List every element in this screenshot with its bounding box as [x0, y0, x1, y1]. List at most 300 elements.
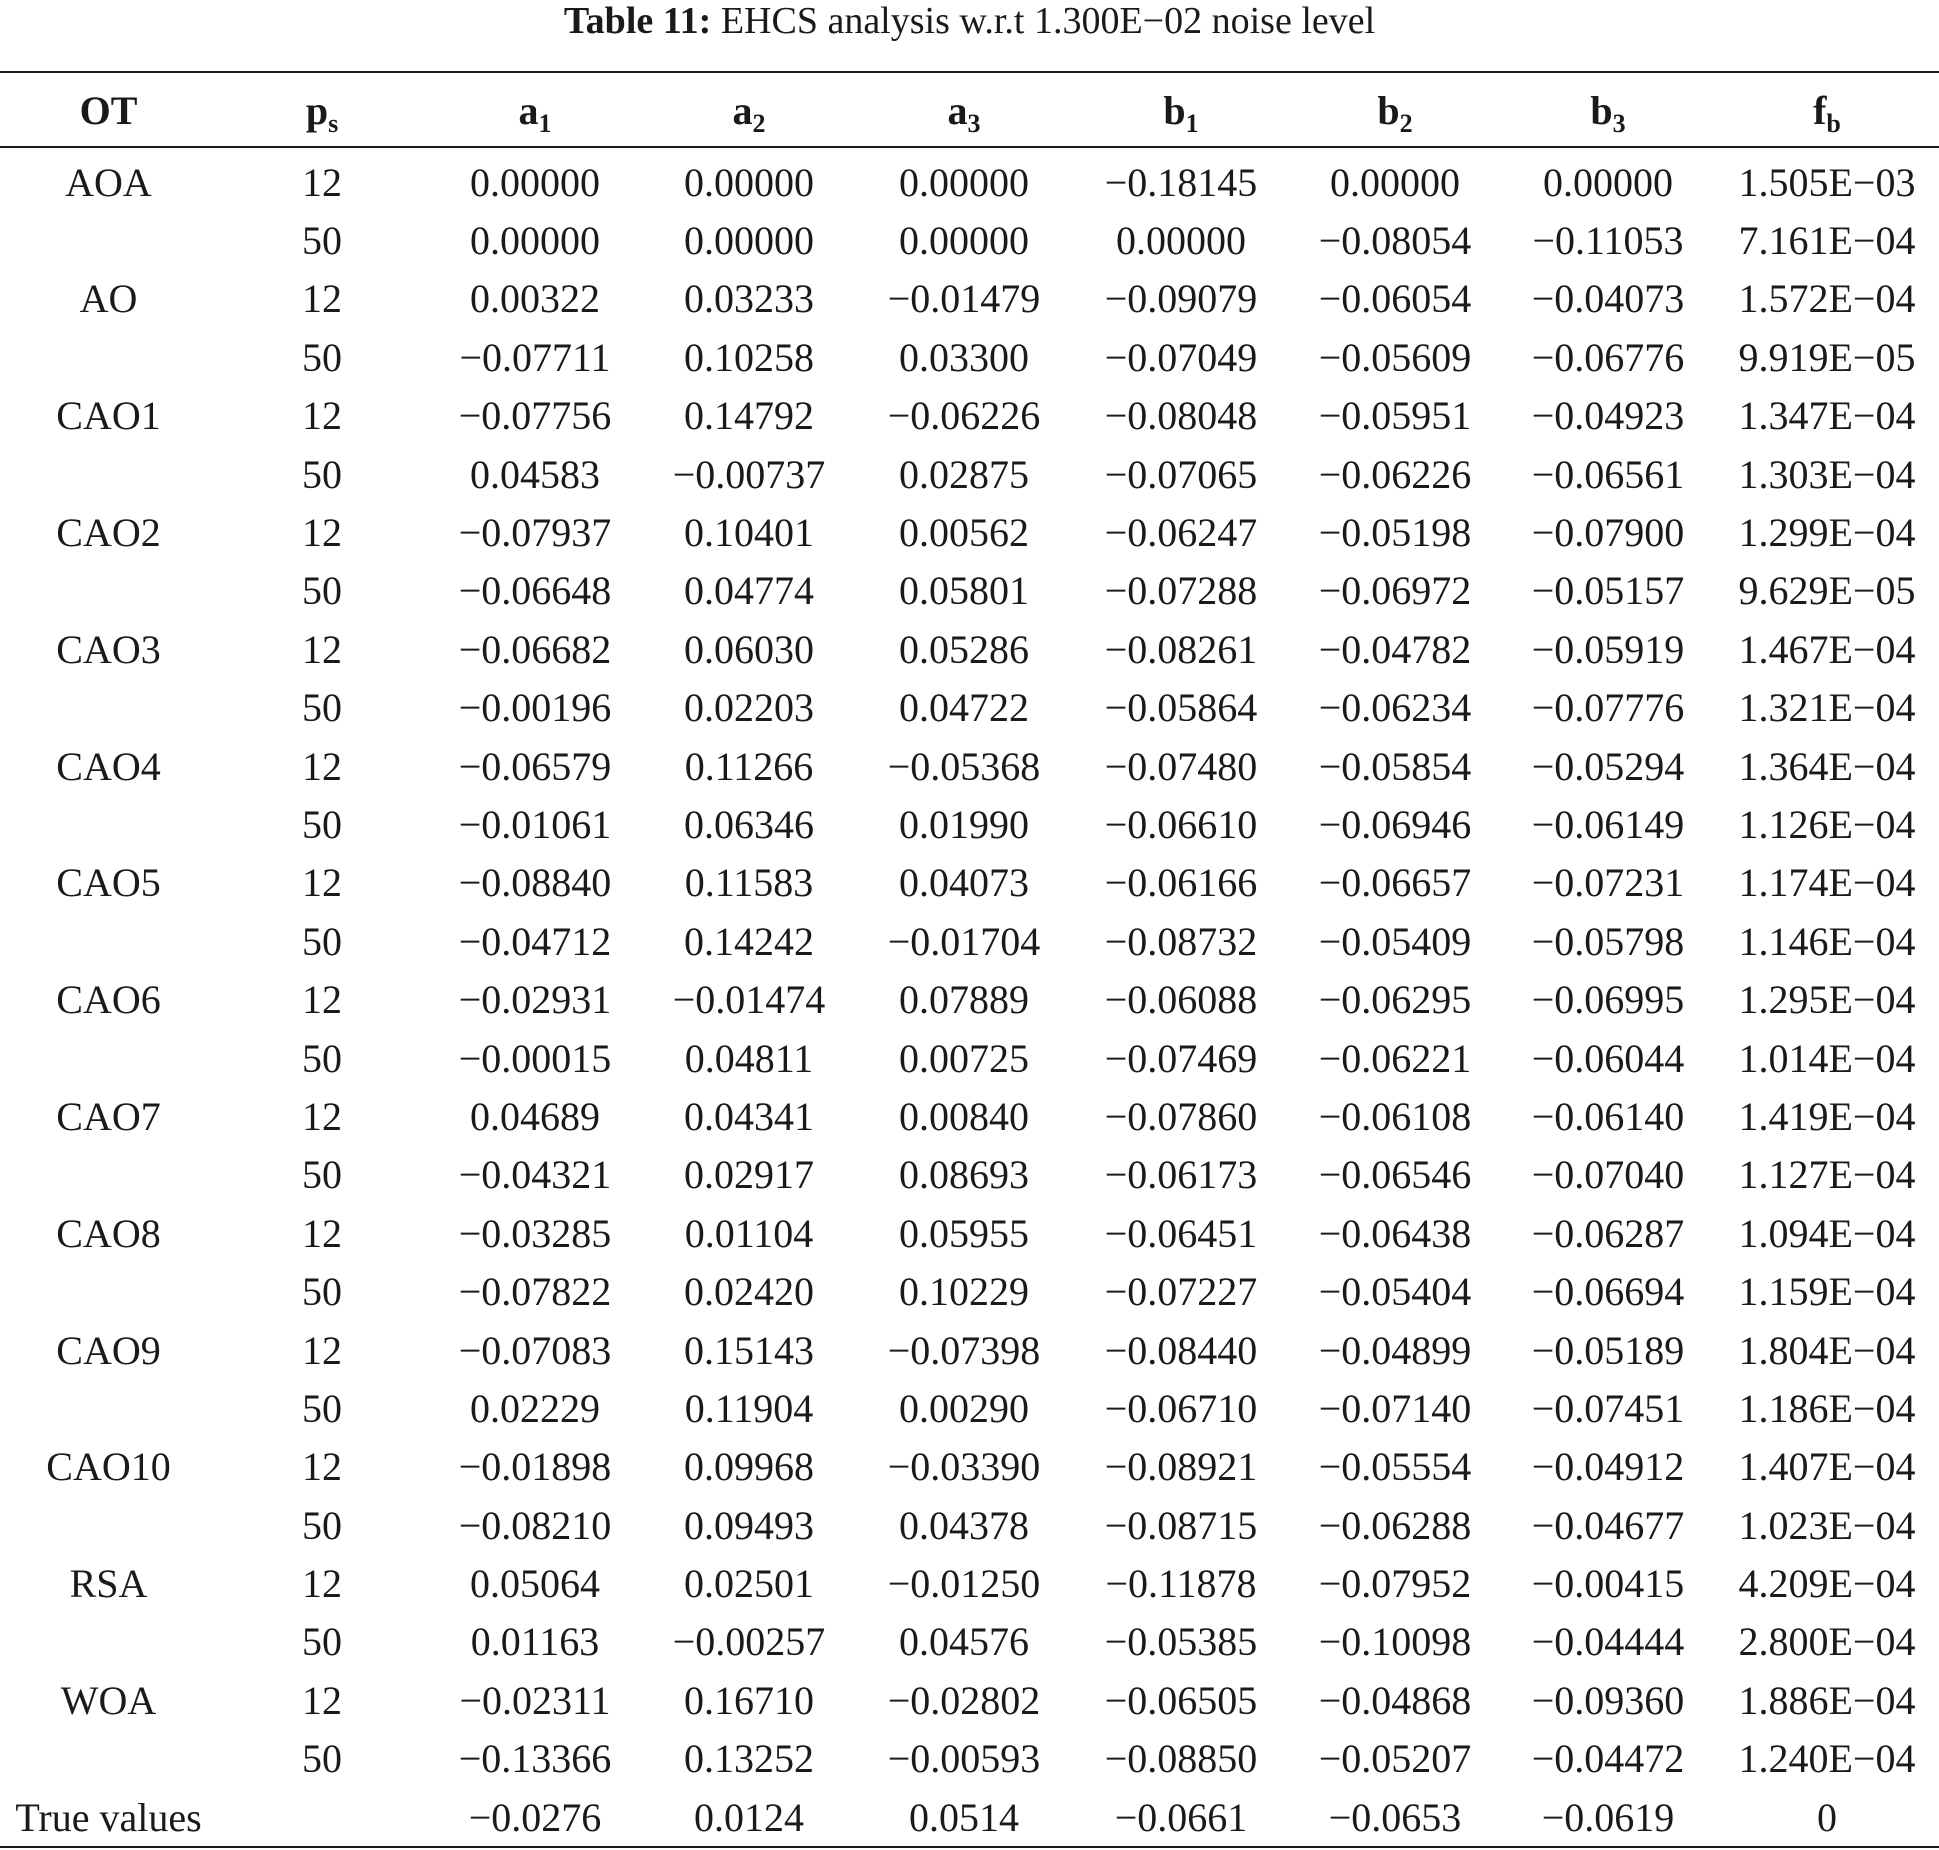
- table-cell: 1.364E−04: [1738, 743, 1916, 789]
- column-header: [855, 73, 1073, 148]
- table-cell: CAO8: [56, 1210, 161, 1256]
- table-row: [0, 1554, 1939, 1612]
- table-cell: −0.04899: [1318, 1327, 1472, 1373]
- table-cell: 50: [302, 218, 342, 264]
- table-cell: 1.505E−03: [1738, 159, 1916, 205]
- column-header: [1073, 73, 1289, 148]
- table-row: [0, 1613, 1939, 1671]
- true-value-cell: True values: [15, 1794, 202, 1840]
- table-cell: WOA: [60, 1677, 157, 1723]
- table-cell: 0.13252: [684, 1736, 814, 1782]
- table-cell: −0.04923: [1531, 393, 1685, 439]
- table-cell: −0.18145: [1104, 159, 1258, 205]
- table-row: [0, 1496, 1939, 1554]
- column-header-subscript: b: [1826, 109, 1841, 138]
- true-value-cell: −0.0619: [1541, 1794, 1675, 1840]
- table-cell: 0.10401: [684, 510, 814, 556]
- table-cell: 1.467E−04: [1738, 626, 1916, 672]
- table-cell: 9.629E−05: [1738, 568, 1916, 614]
- table-cell: −0.06226: [887, 393, 1041, 439]
- table-cell: −0.01474: [672, 977, 826, 1023]
- table-cell: 0.09493: [684, 1502, 814, 1548]
- table-cell: 0.08693: [899, 1152, 1029, 1198]
- column-header-label: b: [1590, 88, 1613, 133]
- table-cell: −0.06226: [1318, 451, 1472, 497]
- table-cell: −0.06710: [1104, 1385, 1258, 1431]
- table-cell: 1.886E−04: [1738, 1677, 1916, 1723]
- table-cell: −0.01704: [887, 918, 1041, 964]
- table-cell: −0.07822: [458, 1269, 612, 1315]
- table-cell: CAO10: [46, 1444, 171, 1490]
- table-cell: 0.06346: [684, 801, 814, 847]
- table-cell: −0.07040: [1531, 1152, 1685, 1198]
- true-value-cell: −0.0661: [1114, 1794, 1248, 1840]
- table-cell: −0.07049: [1104, 334, 1258, 380]
- table-cell: [0, 445, 217, 503]
- table-cell: −0.05919: [1531, 626, 1685, 672]
- table-cell: 1.347E−04: [1738, 393, 1916, 439]
- table-cell: 0.11583: [684, 860, 814, 906]
- table-cell: 0.00000: [684, 218, 814, 264]
- table-cell: 0.09968: [684, 1444, 814, 1490]
- column-header: [217, 73, 427, 148]
- column-header-label: a: [518, 88, 539, 133]
- table-cell: −0.00257: [672, 1619, 826, 1665]
- table-cell: 0.04689: [470, 1093, 600, 1139]
- table-row: [0, 1204, 1939, 1262]
- table-cell: 1.146E−04: [1738, 918, 1916, 964]
- table-cell: 0.00000: [1330, 159, 1460, 205]
- table-cell: 12: [302, 1210, 342, 1256]
- table-body: [0, 148, 1939, 1846]
- table-cell: −0.06546: [1318, 1152, 1472, 1198]
- table-cell: −0.05854: [1318, 743, 1472, 789]
- table-cell: −0.06166: [1104, 860, 1258, 906]
- table-cell: CAO5: [56, 860, 161, 906]
- table-cell: 1.419E−04: [1738, 1093, 1916, 1139]
- table-cell: −0.00737: [672, 451, 826, 497]
- table-cell: −0.00196: [458, 685, 612, 731]
- table-row: [0, 737, 1939, 795]
- table-cell: −0.07140: [1318, 1385, 1472, 1431]
- table-cell: 12: [302, 510, 342, 556]
- table-cell: −0.04444: [1531, 1619, 1685, 1665]
- table-cell: 1.321E−04: [1738, 685, 1916, 731]
- table-cell: 0.10229: [899, 1269, 1029, 1315]
- table-cell: 0.03233: [684, 276, 814, 322]
- column-header-subscript: 2: [752, 109, 766, 138]
- table-cell: −0.02311: [459, 1677, 611, 1723]
- true-value-cell: −0.0653: [1328, 1794, 1462, 1840]
- table-cell: 1.572E−04: [1738, 276, 1916, 322]
- table-cell: −0.02931: [458, 977, 612, 1023]
- table-cell: CAO2: [56, 510, 161, 556]
- table-cell: 0.05286: [899, 626, 1029, 672]
- table-cell: 0.00290: [899, 1385, 1029, 1431]
- table-cell: −0.05368: [887, 743, 1041, 789]
- column-header-label: a: [947, 88, 968, 133]
- table-cell: 0.04378: [899, 1502, 1029, 1548]
- table-cell: [0, 795, 217, 853]
- table-cell: 1.804E−04: [1738, 1327, 1916, 1373]
- table-cell: −0.01479: [887, 276, 1041, 322]
- table-cell: 12: [302, 860, 342, 906]
- table-cell: −0.07937: [458, 510, 612, 556]
- table-cell: 50: [302, 801, 342, 847]
- table-cell: 1.014E−04: [1738, 1035, 1916, 1081]
- table-cell: −0.04472: [1531, 1736, 1685, 1782]
- table-cell: 0.10258: [684, 334, 814, 380]
- table-cell: CAO3: [56, 626, 161, 672]
- table-cell: [0, 1496, 217, 1554]
- table-cell: 0.04811: [684, 1035, 814, 1081]
- table-cell: 1.126E−04: [1738, 801, 1916, 847]
- table-cell: −0.06561: [1531, 451, 1685, 497]
- table-cell: −0.05189: [1531, 1327, 1685, 1373]
- table-cell: 12: [302, 1093, 342, 1139]
- table-cell: 0.01163: [470, 1619, 600, 1665]
- table-cell: −0.05385: [1104, 1619, 1258, 1665]
- table-cell: −0.04782: [1318, 626, 1472, 672]
- table-cell: [0, 1730, 217, 1788]
- table-cell: [0, 1029, 217, 1087]
- table-cell: −0.06088: [1104, 977, 1258, 1023]
- column-header-label: OT: [79, 88, 138, 133]
- table-cell: 0.02229: [470, 1385, 600, 1431]
- column-header-subscript: 1: [538, 109, 552, 138]
- table-cell: AOA: [65, 159, 152, 205]
- table-cell: 0.00322: [470, 276, 600, 322]
- table-cell: −0.06288: [1318, 1502, 1472, 1548]
- table-row: [0, 1029, 1939, 1087]
- table-cell: −0.07398: [887, 1327, 1041, 1373]
- table-cell: 0.02917: [684, 1152, 814, 1198]
- table-row: [0, 795, 1939, 853]
- table-cell: 50: [302, 1736, 342, 1782]
- table-cell: CAO9: [56, 1327, 161, 1373]
- table-cell: CAO6: [56, 977, 161, 1023]
- table-cell: 0.11266: [684, 743, 814, 789]
- true-value-cell: 0.0124: [694, 1794, 804, 1840]
- table-cell: 0.00000: [470, 159, 600, 205]
- table-row: [0, 153, 1939, 211]
- table-cell: −0.04712: [458, 918, 612, 964]
- column-header-subscript: 2: [1399, 109, 1413, 138]
- column-header-label: p: [305, 88, 329, 133]
- table-cell: −0.06221: [1318, 1035, 1472, 1081]
- table-cell: −0.05609: [1318, 334, 1472, 380]
- header-row: [0, 73, 1939, 148]
- table-cell: 50: [302, 334, 342, 380]
- column-header: [643, 73, 855, 148]
- table-cell: 2.800E−04: [1738, 1619, 1916, 1665]
- table-cell: 12: [302, 276, 342, 322]
- table-cell: 0.14242: [684, 918, 814, 964]
- table-cell: 50: [302, 685, 342, 731]
- table-cell: [0, 679, 217, 737]
- column-header: [427, 73, 643, 148]
- table-cell: −0.08715: [1104, 1502, 1258, 1548]
- table-row: [0, 970, 1939, 1028]
- table-cell: −0.08840: [458, 860, 612, 906]
- table-cell: 0.01104: [684, 1210, 814, 1256]
- table-cell: 1.174E−04: [1738, 860, 1916, 906]
- table-cell: −0.06610: [1104, 801, 1258, 847]
- table-cell: 0.00000: [1543, 159, 1673, 205]
- table-cell: −0.04073: [1531, 276, 1685, 322]
- table-cell: 4.209E−04: [1738, 1561, 1916, 1607]
- table-cell: −0.05409: [1318, 918, 1472, 964]
- column-header-label: a: [732, 88, 753, 133]
- table-cell: [0, 912, 217, 970]
- table-cell: 50: [302, 1502, 342, 1548]
- column-header: [0, 73, 217, 148]
- table-row: [0, 328, 1939, 386]
- table-cell: −0.06149: [1531, 801, 1685, 847]
- table-cell: 0.11904: [684, 1385, 814, 1431]
- table-cell: −0.08054: [1318, 218, 1472, 264]
- table-cell: 1.295E−04: [1738, 977, 1916, 1023]
- table-cell: [0, 211, 217, 269]
- table-cell: −0.06234: [1318, 685, 1472, 731]
- table-cell: −0.03390: [887, 1444, 1041, 1490]
- table-cell: −0.05554: [1318, 1444, 1472, 1490]
- table-row: [0, 1671, 1939, 1729]
- table-cell: [0, 1613, 217, 1671]
- table-cell: 0.05801: [899, 568, 1029, 614]
- table-cell: −0.05157: [1531, 568, 1685, 614]
- table-cell: −0.09360: [1531, 1677, 1685, 1723]
- table-cell: −0.04912: [1531, 1444, 1685, 1490]
- caption-text: EHCS analysis w.r.t 1.300E−02 noise level: [711, 0, 1376, 42]
- table-cell: 12: [302, 1677, 342, 1723]
- table-cell: −0.05798: [1531, 918, 1685, 964]
- table-cell: RSA: [69, 1561, 148, 1607]
- table-cell: 0.00000: [1116, 218, 1246, 264]
- table-cell: −0.06946: [1318, 801, 1472, 847]
- true-value-cell: 0: [1817, 1794, 1837, 1840]
- table-cell: 0.04774: [684, 568, 814, 614]
- table-cell: −0.06044: [1531, 1035, 1685, 1081]
- table-cell: 0.16710: [684, 1677, 814, 1723]
- true-value-cell: 0.0514: [909, 1794, 1019, 1840]
- table-cell: −0.11053: [1532, 218, 1684, 264]
- table-cell: −0.05198: [1318, 510, 1472, 556]
- table-cell: 1.094E−04: [1738, 1210, 1916, 1256]
- table-cell: 0.04722: [899, 685, 1029, 731]
- table-cell: [0, 1146, 217, 1204]
- table-cell: −0.06579: [458, 743, 612, 789]
- table-cell: −0.05404: [1318, 1269, 1472, 1315]
- table-cell: AO: [79, 276, 138, 322]
- table-cell: 0.15143: [684, 1327, 814, 1373]
- table-cell: 0.01990: [899, 801, 1029, 847]
- table-cell: 12: [302, 1327, 342, 1373]
- table-cell: −0.07451: [1531, 1385, 1685, 1431]
- table-cell: −0.04677: [1531, 1502, 1685, 1548]
- table-row: [0, 562, 1939, 620]
- table-row: [0, 1379, 1939, 1437]
- table-cell: 0.04583: [470, 451, 600, 497]
- table-cell: −0.07900: [1531, 510, 1685, 556]
- table-cell: −0.06694: [1531, 1269, 1685, 1315]
- table-cell: −0.07288: [1104, 568, 1258, 614]
- table-cell: −0.05864: [1104, 685, 1258, 731]
- table-cell: −0.06451: [1104, 1210, 1258, 1256]
- table-cell: 1.303E−04: [1738, 451, 1916, 497]
- table-cell: 0.04073: [899, 860, 1029, 906]
- table-cell: −0.06438: [1318, 1210, 1472, 1256]
- table-cell: 50: [302, 1385, 342, 1431]
- true-value-cell: [217, 1788, 427, 1846]
- table-cell: −0.07952: [1318, 1561, 1472, 1607]
- table-cell: 1.240E−04: [1738, 1736, 1916, 1782]
- table-cell: −0.07711: [459, 334, 611, 380]
- table-cell: −0.07231: [1531, 860, 1685, 906]
- column-header: [1715, 73, 1939, 148]
- table-cell: 12: [302, 159, 342, 205]
- table-cell: 50: [302, 1035, 342, 1081]
- table-cell: 0.02203: [684, 685, 814, 731]
- table-cell: −0.06108: [1318, 1093, 1472, 1139]
- table-cell: −0.08440: [1104, 1327, 1258, 1373]
- table-row: [0, 679, 1939, 737]
- table-cell: −0.03285: [458, 1210, 612, 1256]
- table-row: [0, 1321, 1939, 1379]
- table-cell: −0.05951: [1318, 393, 1472, 439]
- table-cell: −0.07860: [1104, 1093, 1258, 1139]
- table-cell: −0.08732: [1104, 918, 1258, 964]
- table-row: [0, 445, 1939, 503]
- table-row: [0, 211, 1939, 269]
- table-row: [0, 1438, 1939, 1496]
- table-row: [0, 270, 1939, 328]
- table-cell: 0.02875: [899, 451, 1029, 497]
- table-cell: −0.04321: [458, 1152, 612, 1198]
- table-cell: −0.07480: [1104, 743, 1258, 789]
- table-cell: −0.06776: [1531, 334, 1685, 380]
- table-cell: −0.08048: [1104, 393, 1258, 439]
- table-cell: 0.05064: [470, 1561, 600, 1607]
- table-cell: −0.07776: [1531, 685, 1685, 731]
- table-cell: 12: [302, 1444, 342, 1490]
- table-cell: 50: [302, 918, 342, 964]
- table-cell: −0.07065: [1104, 451, 1258, 497]
- table-cell: 50: [302, 1619, 342, 1665]
- table-cell: −0.02802: [887, 1677, 1041, 1723]
- table-cell: 0.05955: [899, 1210, 1029, 1256]
- table-cell: −0.06648: [458, 568, 612, 614]
- table-cell: 12: [302, 393, 342, 439]
- table-row: [0, 1146, 1939, 1204]
- table-cell: 7.161E−04: [1738, 218, 1916, 264]
- table-cell: 50: [302, 451, 342, 497]
- table-cell: −0.08921: [1104, 1444, 1258, 1490]
- table-cell: −0.08850: [1104, 1736, 1258, 1782]
- table-row: [0, 1262, 1939, 1320]
- table-cell: 0.00000: [470, 218, 600, 264]
- column-header-subscript: 1: [1185, 109, 1199, 138]
- results-table: [0, 73, 1939, 1846]
- table-row: [0, 1087, 1939, 1145]
- table-cell: −0.06247: [1104, 510, 1258, 556]
- table-cell: 0.00840: [899, 1093, 1029, 1139]
- table-cell: [0, 1379, 217, 1437]
- table-cell: [0, 1262, 217, 1320]
- table-cell: −0.06505: [1104, 1677, 1258, 1723]
- table-cell: 12: [302, 977, 342, 1023]
- table-cell: CAO1: [56, 393, 161, 439]
- column-header-label: b: [1377, 88, 1400, 133]
- table-cell: −0.07469: [1104, 1035, 1258, 1081]
- table-cell: [0, 328, 217, 386]
- table-cell: −0.06657: [1318, 860, 1472, 906]
- table-cell: −0.06972: [1318, 568, 1472, 614]
- table-cell: [0, 562, 217, 620]
- column-header-subscript: 3: [1612, 109, 1626, 138]
- table-row: [0, 620, 1939, 678]
- table-cell: 1.407E−04: [1738, 1444, 1916, 1490]
- table-row: [0, 912, 1939, 970]
- table-cell: −0.08261: [1104, 626, 1258, 672]
- table-cell: 0.14792: [684, 393, 814, 439]
- table-cell: −0.05207: [1318, 1736, 1472, 1782]
- table-cell: −0.06295: [1318, 977, 1472, 1023]
- table-cell: 12: [302, 1561, 342, 1607]
- table-row: [0, 503, 1939, 561]
- table-row: [0, 387, 1939, 445]
- table-cell: 0.00000: [684, 159, 814, 205]
- column-header-label: b: [1163, 88, 1186, 133]
- table-cell: −0.00015: [458, 1035, 612, 1081]
- table-cell: 1.159E−04: [1738, 1269, 1916, 1315]
- column-header-label: f: [1813, 88, 1827, 133]
- table-cell: 50: [302, 568, 342, 614]
- table-cell: CAO4: [56, 743, 161, 789]
- table-cell: 0.00562: [899, 510, 1029, 556]
- table-cell: −0.06173: [1104, 1152, 1258, 1198]
- table-cell: −0.10098: [1318, 1619, 1472, 1665]
- table-cell: −0.06140: [1531, 1093, 1685, 1139]
- table-cell: −0.11878: [1105, 1561, 1257, 1607]
- table-row: [0, 854, 1939, 912]
- true-value-cell: −0.0276: [468, 1794, 602, 1840]
- table-cell: 0.07889: [899, 977, 1029, 1023]
- table-cell: −0.00415: [1531, 1561, 1685, 1607]
- table-cell: −0.07227: [1104, 1269, 1258, 1315]
- table-cell: 9.919E−05: [1738, 334, 1916, 380]
- table-cell: −0.06995: [1531, 977, 1685, 1023]
- table-cell: 0.04341: [684, 1093, 814, 1139]
- true-values-row: [0, 1788, 1939, 1846]
- table-cell: −0.07756: [458, 393, 612, 439]
- table-cell: −0.06287: [1531, 1210, 1685, 1256]
- table-cell: 0.04576: [899, 1619, 1029, 1665]
- table-cell: −0.01250: [887, 1561, 1041, 1607]
- column-header: [1501, 73, 1715, 148]
- table-cell: −0.09079: [1104, 276, 1258, 322]
- table-cell: 0.00725: [899, 1035, 1029, 1081]
- table-cell: −0.07083: [458, 1327, 612, 1373]
- table-cell: −0.06054: [1318, 276, 1472, 322]
- table-cell: 50: [302, 1269, 342, 1315]
- column-header-subscript: 3: [967, 109, 981, 138]
- table-cell: 1.186E−04: [1738, 1385, 1916, 1431]
- table-cell: 1.299E−04: [1738, 510, 1916, 556]
- table-cell: −0.01061: [458, 801, 612, 847]
- table-cell: −0.08210: [458, 1502, 612, 1548]
- table-cell: −0.00593: [887, 1736, 1041, 1782]
